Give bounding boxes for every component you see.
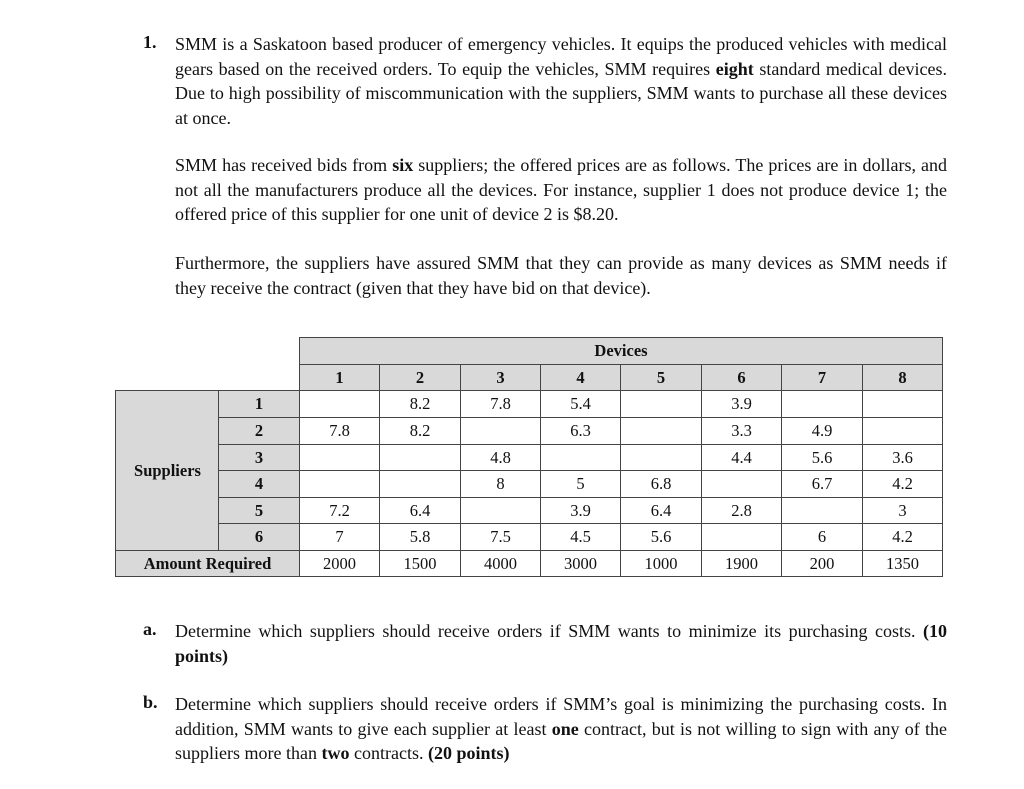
price-cell: 4.9 [781, 417, 863, 445]
amount-cell: 3000 [540, 550, 621, 577]
supplier-id: 5 [218, 497, 300, 524]
device-col-header: 4 [540, 364, 621, 391]
part-a-label: a. [143, 619, 157, 639]
price-cell [299, 470, 380, 498]
supplier-id: 6 [218, 523, 300, 551]
price-cell [379, 470, 461, 498]
amount-cell: 2000 [299, 550, 380, 577]
price-cell: 5.6 [620, 523, 702, 551]
paragraph-supply-assurance: Furthermore, the suppliers have assured SMM that they can provide as many devices as SMM needs if they receive the contract (given that they have bid on that device). [175, 253, 947, 298]
price-cell: 4.5 [540, 523, 621, 551]
price-cell [620, 417, 702, 445]
device-col-header: 6 [701, 364, 782, 391]
price-cell: 8.2 [379, 417, 461, 445]
device-col-header: 7 [781, 364, 863, 391]
price-cell [620, 444, 702, 471]
price-cell: 6.7 [781, 470, 863, 498]
amount-cell: 1900 [701, 550, 782, 577]
amount-cell: 4000 [460, 550, 541, 577]
amount-cell: 200 [781, 550, 863, 577]
price-cell: 3.3 [701, 417, 782, 445]
price-cell [620, 390, 702, 418]
paragraph-intro: SMM is a Saskatoon based producer of emergency vehicles. It equips the produced vehicles with medical gears based on the received orders. To equip the vehicles, SMM requires eight standard medical devices. Due to high possibility of miscommunication with the suppliers, SMM wants to purchase all these devices at once. [175, 34, 947, 128]
suppliers-header: Suppliers [115, 390, 219, 551]
amount-cell: 1000 [620, 550, 702, 577]
supplier-id: 4 [218, 470, 300, 498]
device-col-header: 3 [460, 364, 541, 391]
device-col-header: 1 [299, 364, 380, 391]
price-cell: 3 [862, 497, 943, 524]
price-cell: 3.9 [701, 390, 782, 418]
part-b-label: b. [143, 692, 158, 712]
price-cell [701, 470, 782, 498]
price-cell: 8 [460, 470, 541, 498]
price-cell: 7.2 [299, 497, 380, 524]
price-cell: 4.4 [701, 444, 782, 471]
supplier-id: 1 [218, 390, 300, 418]
price-cell [781, 497, 863, 524]
price-cell [299, 390, 380, 418]
price-cell [540, 444, 621, 471]
price-cell: 4.2 [862, 523, 943, 551]
question-number: 1. [143, 32, 157, 52]
price-cell: 5.4 [540, 390, 621, 418]
paragraph-bids: SMM has received bids from six suppliers; the offered prices are as follows. The prices are in dollars, and not all the manufacturers produce all the devices. For instance, supplier 1 does not produce device 1; the offered price of this supplier for one unit of device 2 is $8.20. [175, 155, 947, 224]
price-cell: 7.8 [299, 417, 380, 445]
device-col-header: 5 [620, 364, 702, 391]
part-a-text: Determine which suppliers should receive orders if SMM wants to minimize its purchasing costs. (10 points) [175, 621, 948, 666]
price-cell [781, 390, 863, 418]
amount-cell: 1350 [862, 550, 943, 577]
price-cell: 6 [781, 523, 863, 551]
price-cell: 5.8 [379, 523, 461, 551]
price-cell [379, 444, 461, 471]
price-cell: 4.2 [862, 470, 943, 498]
price-cell: 6.4 [379, 497, 461, 524]
price-cell: 5 [540, 470, 621, 498]
price-cell: 3.9 [540, 497, 621, 524]
device-col-header: 8 [862, 364, 943, 391]
price-cell: 2.8 [701, 497, 782, 524]
price-cell [460, 497, 541, 524]
price-cell: 7.8 [460, 390, 541, 418]
price-cell: 4.8 [460, 444, 541, 471]
amount-required-label: Amount Required [115, 550, 300, 577]
price-cell [862, 417, 943, 445]
price-cell: 3.6 [862, 444, 943, 471]
devices-header: Devices [299, 337, 943, 365]
price-cell: 6.4 [620, 497, 702, 524]
part-b-text: Determine which suppliers should receive orders if SMM’s goal is minimizing the purchasing costs. In addition, SMM wants to give each supplier at least one contract, but is not willing to sign with any of the suppliers more than two contracts. (20 points) [175, 694, 947, 763]
price-cell [460, 417, 541, 445]
price-cell: 7 [299, 523, 380, 551]
price-cell: 7.5 [460, 523, 541, 551]
supplier-id: 3 [218, 444, 300, 471]
device-col-header: 2 [379, 364, 461, 391]
price-cell [862, 390, 943, 418]
price-cell [299, 444, 380, 471]
price-cell: 5.6 [781, 444, 863, 471]
price-cell: 8.2 [379, 390, 461, 418]
price-cell [701, 523, 782, 551]
amount-cell: 1500 [379, 550, 461, 577]
supplier-id: 2 [218, 417, 300, 445]
price-cell: 6.3 [540, 417, 621, 445]
price-cell: 6.8 [620, 470, 702, 498]
